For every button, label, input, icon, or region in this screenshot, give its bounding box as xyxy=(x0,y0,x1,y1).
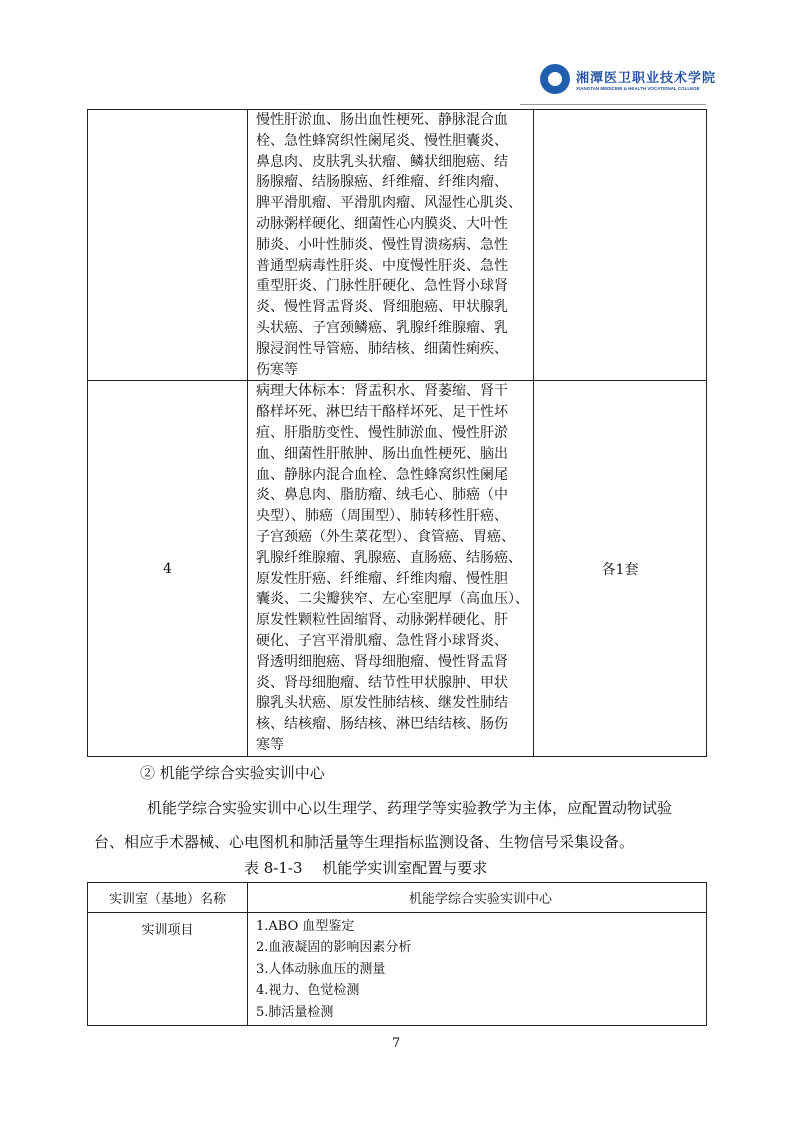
college-seal-icon xyxy=(540,64,570,94)
text-line: 鼻息肉、皮肤乳头状瘤、鳞状细胞癌、结 xyxy=(256,153,508,170)
header-cell: 实训室（基地）名称 xyxy=(88,882,248,912)
text-line: 伤寒等 xyxy=(256,361,298,378)
text-line: 炎、肾母细胞瘤、结节性甲状腺肿、甲状 xyxy=(256,674,508,691)
logo-english-name: XIANGTAN MEDICINE & HEALTH VOCATIONAL COLLEGE xyxy=(576,86,700,91)
page-number: 7 xyxy=(392,1036,401,1052)
text-line: 原发性肝癌、纤维瘤、纤维肉瘤、慢性胆 xyxy=(256,570,508,587)
paragraph-line: 机能学综合实验实训中心以生理学、药理学等实验教学为主体，应配置动物试验 xyxy=(147,798,673,817)
training-item: 4.视力、色觉检测 xyxy=(256,983,360,999)
text-line: 乳腺纤维腺瘤、乳腺癌、直肠癌、结肠癌、 xyxy=(256,549,522,566)
specimen-list xyxy=(248,381,534,756)
table-row xyxy=(88,110,707,381)
header-divider xyxy=(520,104,706,105)
text-line: 囊炎、二尖瓣狭窄、左心室肥厚（高血压）、 xyxy=(256,591,529,608)
row-number: 4 xyxy=(88,381,248,756)
text-line: 腺乳头状癌、原发性肺结核、继发性肺结 xyxy=(256,695,508,712)
table-row xyxy=(88,381,707,756)
text-line: 头状癌、子宫颈鳞癌、乳腺纤维腺瘤、乳 xyxy=(256,319,508,336)
text-line: 腺浸润性导管癌、肺结核、细菌性痢疾、 xyxy=(256,340,508,357)
text-line: 炎、慢性肾盂肾炎、肾细胞癌、甲状腺乳 xyxy=(256,299,508,316)
row-quantity xyxy=(534,110,707,381)
text-line: 炎、鼻息肉、脂肪瘤、绒毛心、肺癌（中 xyxy=(256,487,508,504)
logo-chinese-name: 湘潭医卫职业技术学院 xyxy=(576,71,717,86)
row-label: 实训项目 xyxy=(88,912,248,1026)
text-line: 动脉粥样硬化、细菌性心内膜炎、大叶性 xyxy=(256,215,508,232)
text-line: 肠腺瘤、结肠腺癌、纤维瘤、纤维肉瘤、 xyxy=(256,174,508,191)
training-item: 3.人体动脉血压的测量 xyxy=(256,961,386,977)
training-item: 1.ABO 血型鉴定 xyxy=(256,918,355,934)
text-line: 血、静脉内混合血栓、急性蜂窝织性阑尾 xyxy=(256,466,508,483)
section-heading: ② 机能学综合实验实训中心 xyxy=(140,763,325,782)
paragraph-line: 台、相应手术器械、心电图机和肺活量等生理指标监测设备、生物信号采集设备。 xyxy=(94,832,635,851)
text-line: 央型）、肺癌（周围型）、肺转移性肝癌、 xyxy=(256,508,508,525)
text-line: 栓、急性蜂窝织性阑尾炎、慢性胆囊炎、 xyxy=(256,132,508,149)
lab-config-table xyxy=(87,882,707,1027)
text-line: 普通型病毒性肝炎、中度慢性肝炎、急性 xyxy=(256,257,508,274)
text-line: 酪样坏死、淋巴结干酪样坏死、足干性坏 xyxy=(256,404,508,421)
text-line: 肾透明细胞癌、肾母细胞瘤、慢性肾盂肾 xyxy=(256,653,508,670)
row-quantity: 各1套 xyxy=(534,381,707,756)
training-item: 5.肺活量检测 xyxy=(256,1004,334,1020)
text-line: 重型肝炎、门脉性肝硬化、急性肾小球肾 xyxy=(256,278,508,295)
text-line: 慢性肝淤血、肠出血性梗死、静脉混合血 xyxy=(256,112,508,128)
text-line: 寒等 xyxy=(256,736,284,753)
text-line: 硬化、子宫平滑肌瘤、急性肾小球肾炎、 xyxy=(256,632,508,649)
specimen-table xyxy=(87,109,707,757)
text-line: 核、结核瘤、肠结核、淋巴结结核、肠伤 xyxy=(256,716,508,733)
text-line: 原发性颗粒性固缩肾、动脉粥样硬化、肝 xyxy=(256,612,508,629)
table-header-row xyxy=(88,882,707,912)
training-items xyxy=(248,912,707,1026)
table-row xyxy=(88,912,707,1026)
college-logo xyxy=(540,64,716,94)
text-line: 子宫颈癌（外生菜花型）、食管癌、胃癌、 xyxy=(256,528,515,545)
specimen-list xyxy=(248,110,534,381)
text-line: 脾平滑肌瘤、平滑肌肉瘤、风湿性心肌炎、 xyxy=(256,195,522,212)
text-line: 肺炎、小叶性肺炎、慢性胃溃疡病、急性 xyxy=(256,236,508,253)
text-line: 疽、肝脂肪变性、慢性肺淤血、慢性肝淤 xyxy=(256,424,508,441)
training-item: 2.血液凝固的影响因素分析 xyxy=(256,940,412,956)
row-number xyxy=(88,110,248,381)
text-line: 血、细菌性肝脓肿、肠出血性梗死、脑出 xyxy=(256,445,508,462)
header-cell: 机能学综合实验实训中心 xyxy=(248,882,707,912)
table-caption: 表 8-1-3 机能学实训室配置与要求 xyxy=(244,858,488,877)
text-line: 病理大体标本：肾盂积水、肾萎缩、肾干 xyxy=(256,383,508,400)
